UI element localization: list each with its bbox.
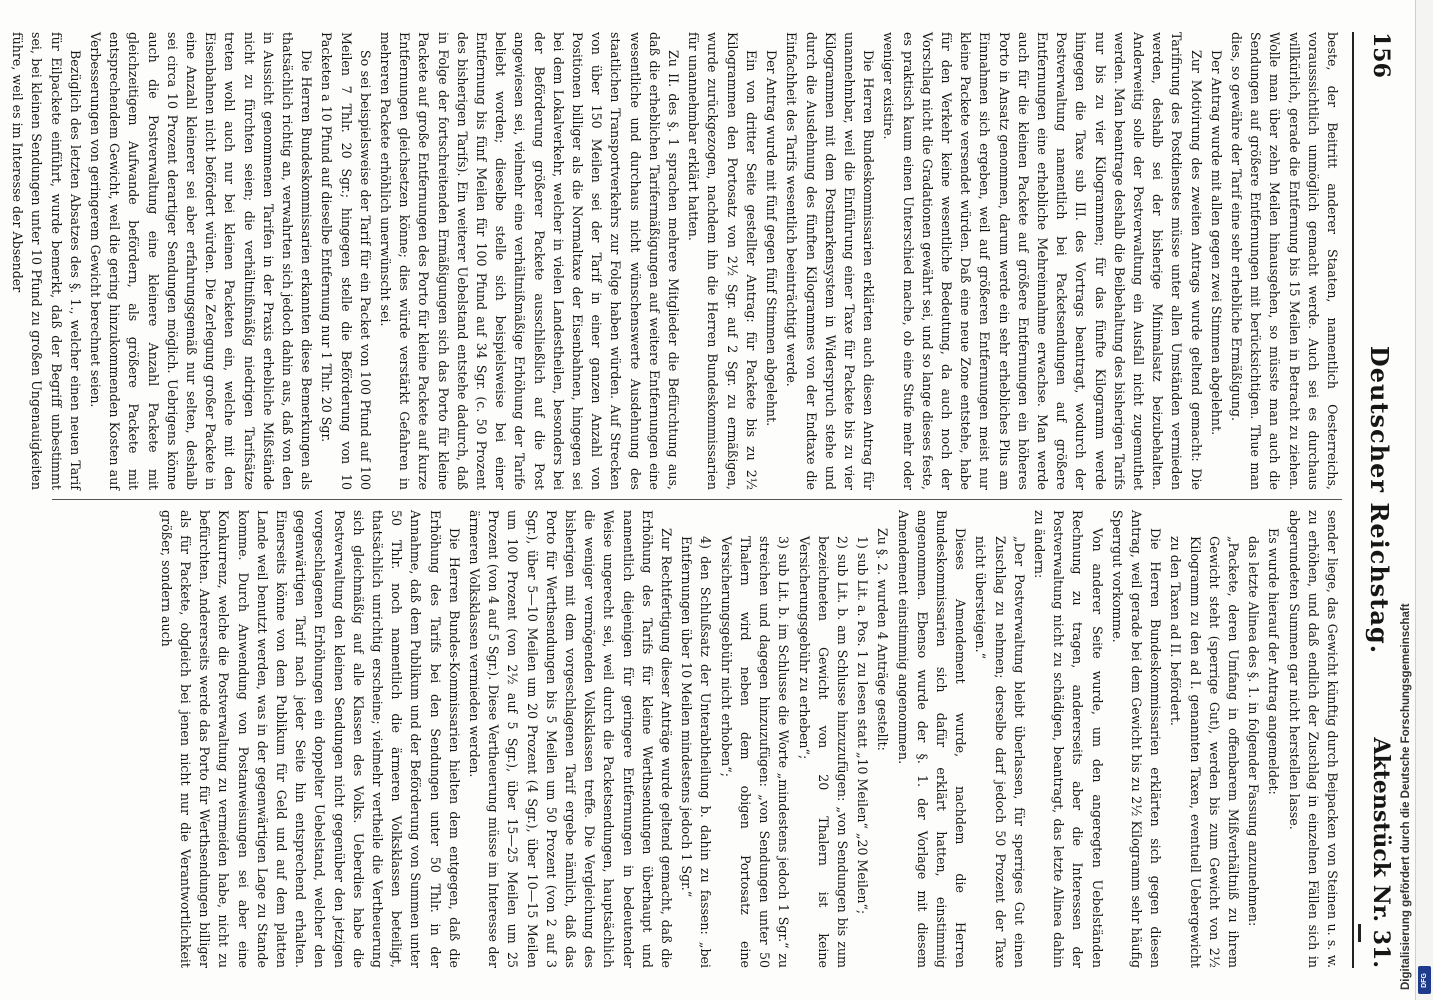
paragraph: beste, der Beitritt anderer Staaten, namentlich Oesterreichs, vorausssichtlich unmöglich gemacht werde. Auch sei es durchaus willkürlich, gerade die Entfernung bis 15 Meilen in Betracht zu ziehen. Wolle man über zehn Meilen hinausgehen, so müsste man auch die Sendungen auf größere Entfernungen mit berücksichtigen. Thue man dies, so gewähre der Tarif eine sehr erhebliche Ermäßigung. [1228,32,1340,490]
list-item: 3) sub Lit. b. im Schlusse die Worte „mindestens jedoch 1 Sgr.“ zu streichen und dagegen hinzuzufügen: „von Sendungen unter 50 Thalern wird neben dem obigen Portosatz eine Versicherungsgebühr nicht erhoben“; [718,536,792,968]
list-item: 1) sub Lit. a. Pos. 1 zu lesen statt „10 Meilen“ „20 Meilen“; [855,536,871,915]
paragraph: sender liege, das Gewicht künftig durch Beipacken von Steinen u. s. w. zu erhöhen, und daß endlich der Zuschlag in einzelnen Fällen sich in abgerundeten Summen gar nicht herstellen lasse. [1286,510,1340,968]
header-rule [1352,32,1354,968]
dfg-logo-text: DFG [1421,972,1428,988]
paragraph: das letzte Alinea des §. 1. in folgender Fassung anzunehmen: [1246,536,1262,927]
left-column [10,32,1342,490]
quoted-amendment: „Packete, deren Umfang in offenbarem Mißverhältniß zu ihrem Gewicht steht (sperrige Gut), werden bis zum Gewicht von 2½ Kilogramm zu den ad I. genannten Taxen, eventuell Uebergewicht zu den Taxen ad II. befördert. [1168,536,1241,968]
margin-mark [1358,924,1361,942]
scan-edge-strip [1415,0,1433,1000]
paragraph: Zur Rechtfertigung dieser Anträge wurde geltend gemacht, daß die Erhöhung des Tarifs für kleine Werthsendungen überhaupt und namentlich diejenigen für geringere Entfernungen in bedeutender Weise ungerecht sei, weil durch die Packetsendungen, hauptsächlich die weniger vermögenden Volksklassen treffe. Die Vergleichung des bisherigen mit dem vorgeschlagenen Tarif ergebe nämlich, daß das Porto für Werthsendungen bis 5 Meilen um 50 Prozent (von 2 auf 3 Sgr.), über 5—10 Meilen um 20 Prozent (4 Sgr.), über 10—15 Meilen um 100 Prozent (von 2½ auf 5 Sgr.), über 15—25 Meilen um 25 Prozent (von 4 auf 5 Sgr.). Diese Vertheuerung müsse im Interesse der ärmeren Volksklassen vermieden werden. [467,510,675,968]
paragraph: Dieses Amendement wurde, nachdem die Herren Bundeskommissarien sich dafür erklärt hatten, einstimmig angenommen. Ebenso wurde der §. 1. der Vorlage mit diesem Amendement einstimmig angenommen. [895,510,969,968]
paragraph: Zur Motivirung des zweiten Antrags wurde geltend gemacht: Die Tarifirung des Postdienstes müsse unter allen Umständen vermieden werden, deshalb sei der bisherige Minimalsatz beizubehalten. Anderweitig solle der Postverwaltung ein Ausfall nicht zugemuthet werden. Man beantrage deshalb die Beibehaltung des bisherigen Tarifs nur bis zu vier Kilogrammen; für das fünfte Kilogramm werde hingegen die Taxe sub III. des Vortrags beantragt, wodurch der Postverwaltung namentlich bei Packetsendungen auf größere Entfernungen eine erhebliche Mehreinnahme erwachse. Man werde auch für die kleinen Packete auf größere Entfernungen ein höheres Porto in Ansatz genommen, darum werde ein sehr erhebliches Plus am Einnahmen sich ergeben, weil auf größeren Entfernungen meist nur kleine Packete versendet würden. Daß eine neue Zone entstehe, habe für den Verkehr keine wesentliche Bedeutung, da auch noch der Vorschlag nicht die Gradationen gewährt sei, und so lange dieses feste, es praktisch kaum einen Unterschied mache, ob eine Stufe mehr oder weniger existire. [881,32,1204,490]
paragraph: Bezüglich des letzten Absatzes des §. 1., welcher einen neuen Tarif für Eilpackete einführt, wurde bemerkt, daß der Begriff unbestimmt sei, bei kleinen Sendungen unter 10 Pfund zu großen Ungenauigkeiten führe, weil es im Interesse der Absender [10,32,83,490]
paragraph: Es wurde hierauf der Antrag angemeldet: [1266,528,1282,795]
digitization-credit: Digitalisierung gefördert durch die Deutsche Forschungsgemeinschaft [1400,603,1412,990]
rotated-page [10,20,1412,980]
paragraph: Zu II. des §. 1 sprachen mehrere Mitglieder die Befürchtung aus, daß die erheblichen Tarifermäßigungen auf weitere Entfernungen eine wesentliche und durchaus nicht wünschenswerte Ausdehnung des staatlichen Transportverkehrs zur Folge haben würden. Auf Strecken von über 150 Meilen sei der Tarif in einer ganzen Anzahl von Positionen billiger als die Normaltaxe der Eisenbahnen, hingegen sei bei dem Lokalverkehr, welcher in vielen Landestheilen, besonders bei der Beförderung größerer Packete ausschließlich auf die Post angewiesen sei, vielmehr eine verhältnißmäßige Erhöhung der Tarife beliebt worden; dieselbe stelle sich beispielsweise bei einer Entfernung bis fünf Meilen für 100 Pfund auf 34 Sgr. (c. 50 Prozent des bisherigen Tarifs). Ein weiterer Uebelstand entstehe dadurch, daß in Folge der fortschreitenden Ermäßigungen sich das Porto für kleine Packete auf große Entfernungen des Porto für kleine Packete auf kurze Entfernungen gleichsetzen könne; dies würde verstärkt Gefahren in mehreren Packete erhöhlich unerwünscht sei. [378,32,682,490]
paragraph: Ein von dritter Seite gestellter Antrag: für Packete bis zu 2½ Kilogrammen den Portosatz von 2½ Sgr. auf 2 Sgr. zu ermäßigen, wurde zurückgezogen, nachdem ihn die Herren Bundeskommissarien für unannehmbar erklärt hatten. [686,32,759,490]
paragraph: Von anderer Seite wurde, um den angeregten Uebelständen Rechnung zu tragen, andererseits aber die Interessen der Postverwaltung nicht zu schädigen, beantragt, das letzte Alinea dahin zu ändern: [1031,510,1105,968]
paragraph: Der Antrag wurde mit allen gegen zwei Stimmen abgelehnt. [1208,50,1224,436]
right-column [52,510,1342,968]
paragraph: Die Herren Bundeskommissarien erkannten diese Bemerkungen als thatsächlich richtig an, verwahrten sich jedoch dahin aus, daß von den in Aussicht genommenen Tarifen in der Praxis erhebliche Mißstände nicht zu fürchten seien; die verhältnißmäßig niedrigen Tarifsätze treten wohl auch nur bei kleinen Packeten ein, welche mit den Eisenbahnen nicht befördert würden. Die Zerlegung großer Packete in eine Anzahl kleinerer sei aber erfahrungsgemäß nur selten, deshalb sei circa 10 Prozent derartiger Sendungen möglich. Uebrigens könne auch die Postverwaltung eine kleinere Anzahl Packete mit gleichzeitigem Aufwande befördern, als größere Packete mit entsprechendem Gewicht, weil die gering hinzukommenden Kosten auf Verbesserungen von geringerem Gewicht berechnet seien. [88,32,315,490]
page-title: Deutscher Reichstag. [1365,345,1394,655]
sheet-number: Aktenstück Nr. 31. [1368,737,1394,968]
paragraph: Die Herren Bundeskommissarien erklärten sich gegen diesen Antrag, weil gerade bei dem Gewicht bis zu 2½ Kilogramm sehr häufig Sperrgut vorkomme. [1109,510,1164,968]
paragraph: Die Herren Bundes-Kommissarien hielten dem entgegen, daß die Erhöhung des Tarifs bei den Sendungen unter 50 Thlr. in der Annahme, daß dem Publikum und der Beförderung von Summen unter 50 Thlr. noch namentlich die ärmeren Volksklassen beteiligt, thatsächlich unrichtig erscheine; vielmehr vertheile die Vertheuerung sich gleichmäßig auf alle Klassen des Volks. Ueberdies habe die Postverwaltung den kleinen Sendungen nicht gegenüber den jetzigen vorgeschlagenen Erhöhungen ein doppelter Uebelstand, welcher den gegenwärtigen Tarif nach jeder Seite hin entsprechend erhalten. Einerseits könne von dem Publikum für Geld und auf dem platten Lande weil benutzt werden, was in der gegenwärtigen Lage zu Stande komme. Durch Anwendung von Postanweisungen sei aber eine Konkurrenz, welche die Postverwaltung zu vermeiden habe, nicht zu befürchten. Andererseits werde das Porto für Werthsendungen billiger als für Packete, obgleich bei jenen nicht nur die Verantwortlichkeit größer, sondern auch [158,510,462,968]
list-item: 4) den Schlußsatz der Unterabtheilung b. dahin zu fassen: „bei Entfernungen über 10 Meilen mindestens jedoch 1 Sgr.“ [679,536,714,968]
paragraph: Der Antrag wurde mit fünf gegen fünf Stimmen abgelehnt. [764,50,780,427]
dfg-logo-icon [1418,966,1431,994]
quoted-amendment: „Der Postverwaltung bleibt überlassen, für sperriges Gut einen Zuschlag zu nehmen; derselbe darf jedoch 50 Prozent der Taxe nicht übersteigen.“ [973,536,1027,968]
page-header [1354,32,1394,968]
paragraph: Die Herren Bundeskommissarien erklärten auch diesen Antrag für unannehmbar, weil die Einführung einer Taxe für Packete bis zu vier Kilogrammen mit dem Postmarkensystem in Widerspruch stehe und durch die Ausdehnung des fünften Kilogrammes von der Endtaxe die Einfachheit des Tarifs wesentlich beeinträchtigt werde. [784,32,877,490]
paragraph: Zu §. 2. wurden 4 Anträge gestellt: [875,528,891,751]
page-number: 156 [1368,32,1394,78]
paragraph: So sei beispielsweise der Tarif für ein Packet von 100 Pfund auf 100 Meilen 7 Thlr. 20 Sgr.; hingegen stelle die Beförderung von 10 Packeten a 10 Pfund auf dieselbe Entfernung nur 1 Thlr. 20 Sgr. [319,32,373,490]
list-item: 2) sub Lit. b. am Schlusse hinzuzufügen: „von Sendungen bis zum bezeichneten Gewicht von 20 Thalern ist keine Versicherungsgebühr zu erheben“; [796,536,850,968]
column-divider [52,499,1342,500]
